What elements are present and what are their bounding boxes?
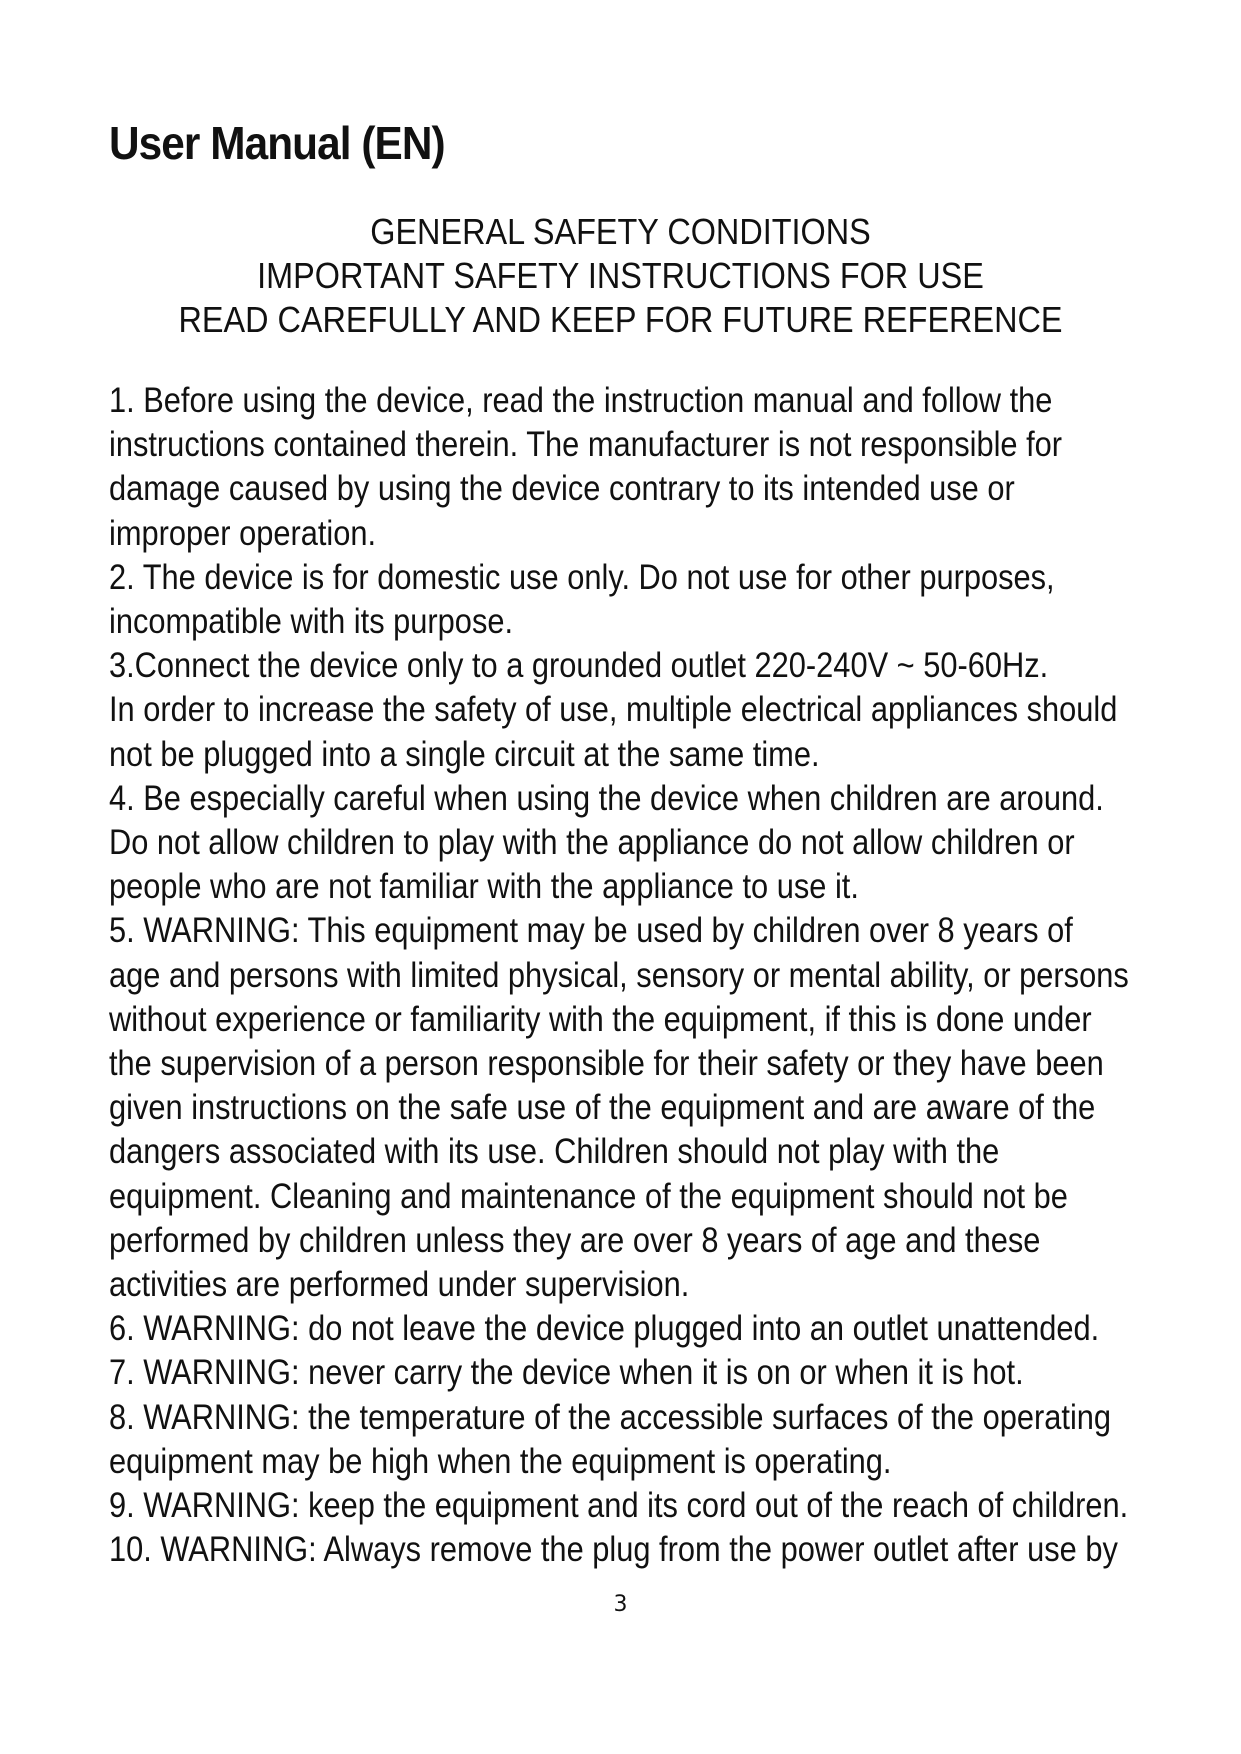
text-line: 7. WARNING: never carry the device when it is on or when it is hot. [109,1353,1024,1393]
text-line: damage caused by using the device contrary to its intended use or [109,469,1015,509]
text-line: without experience or familiarity with the equipment, if this is done under [109,999,1092,1039]
text-line: equipment may be high when the equipment is operating. [109,1441,892,1481]
text-line: 6. WARNING: do not leave the device plugged into an outlet unattended. [109,1309,1100,1349]
text-line: 2. The device is for domestic use only. Do not use for other purposes, [109,557,1055,597]
text-line: activities are performed under supervision. [109,1265,690,1305]
text-line: Do not allow children to play with the appliance do not allow children or [109,823,1075,863]
heading-line: IMPORTANT SAFETY INSTRUCTIONS FOR USE [257,255,984,296]
text-line: 5. WARNING: This equipment may be used by children over 8 years of [109,911,1073,951]
text-line: not be plugged into a single circuit at the same time. [109,734,820,774]
safety-instructions [109,379,1241,1572]
text-line: dangers associated with its use. Children should not play with the [109,1132,1000,1172]
page-title: User Manual (EN) [109,117,445,169]
page-number: 3 [613,1592,628,1617]
text-line: instructions contained therein. The manufacturer is not responsible for [109,425,1063,465]
text-line: equipment. Cleaning and maintenance of the equipment should not be [109,1176,1068,1216]
heading-line: READ CAREFULLY AND KEEP FOR FUTURE REFERENCE [178,299,1063,340]
text-line: the supervision of a person responsible for their safety or they have been [109,1044,1104,1084]
text-line: 3.Connect the device only to a grounded outlet 220-240V ~ 50-60Hz. [109,646,1049,686]
text-line: performed by children unless they are over 8 years of age and these [109,1220,1041,1260]
text-line: given instructions on the safe use of the equipment and are aware of the [109,1088,1096,1128]
text-line: incompatible with its purpose. [109,602,514,642]
safety-heading-block [0,210,1241,342]
text-line: improper operation. [109,513,377,553]
text-line: age and persons with limited physical, sensory or mental ability, or persons [109,955,1129,995]
text-line: 1. Before using the device, read the instruction manual and follow the [109,381,1053,420]
text-line: 10. WARNING: Always remove the plug from the power outlet after use by [109,1530,1118,1570]
text-line: In order to increase the safety of use, multiple electrical appliances should [109,690,1118,730]
text-line: 9. WARNING: keep the equipment and its cord out of the reach of children. [109,1486,1129,1526]
text-line: 8. WARNING: the temperature of the accessible surfaces of the operating [109,1397,1112,1437]
text-line: 4. Be especially careful when using the device when children are around. [109,778,1104,818]
text-line: people who are not familiar with the appliance to use it. [109,867,859,907]
heading-line: GENERAL SAFETY CONDITIONS [370,211,871,252]
